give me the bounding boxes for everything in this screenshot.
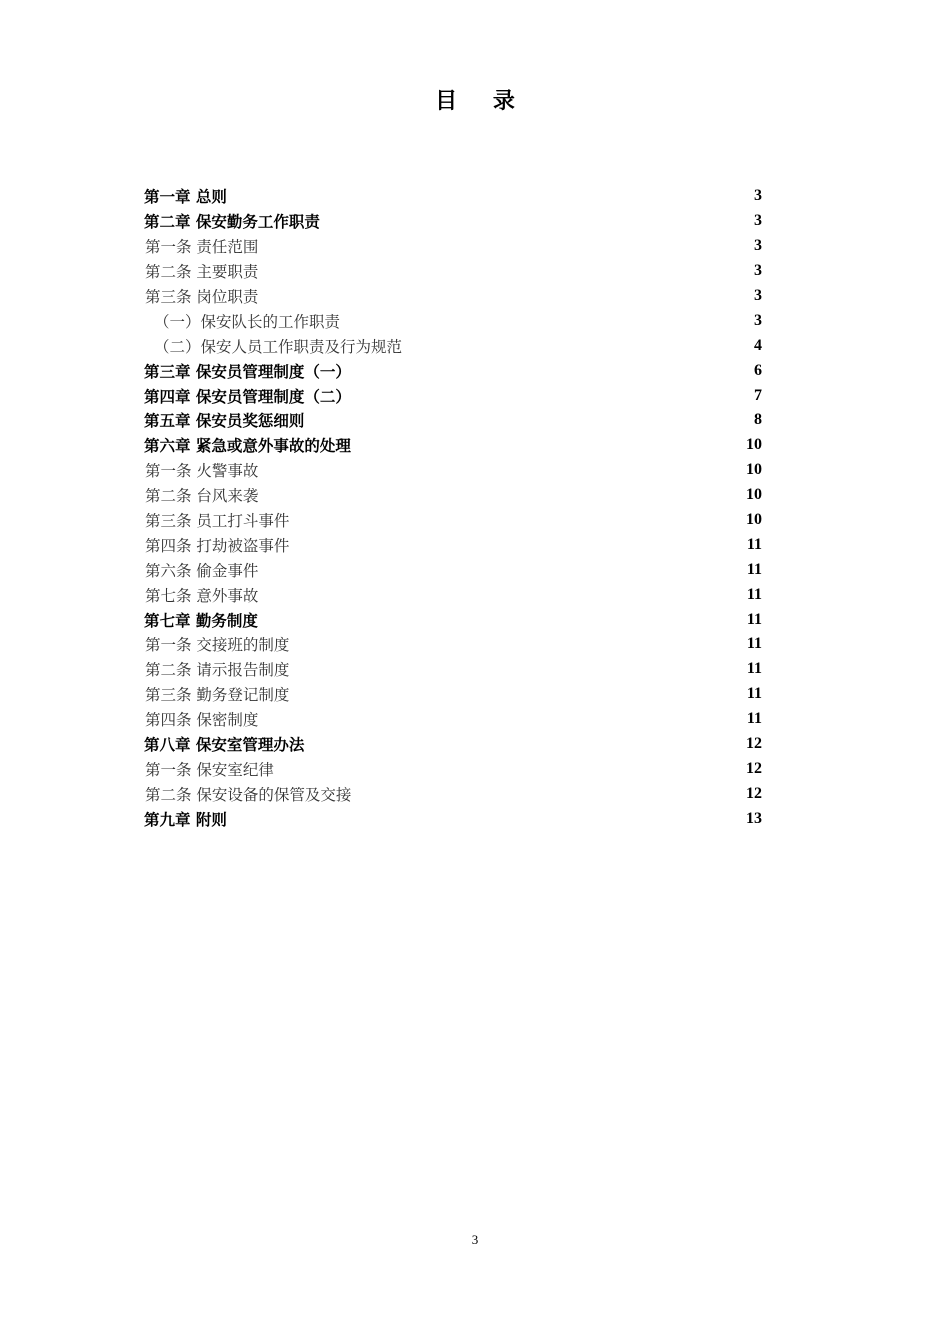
toc-entry-label: 第二条 保安设备的保管及交接: [145, 785, 352, 804]
toc-entry-sub[interactable]: [144, 308, 762, 333]
toc-entry-page-number: 10: [746, 486, 762, 504]
toc-entry-article[interactable]: [144, 259, 762, 284]
toc-entry-label: 第三条 岗位职责: [145, 288, 259, 306]
toc-entry-article[interactable]: [144, 483, 762, 508]
toc-entry-label: 第二条 主要职责: [145, 263, 259, 282]
footer-page-number: 3: [471, 1232, 479, 1247]
toc-entry-article[interactable]: [144, 234, 762, 259]
toc-entry-article[interactable]: [144, 707, 762, 732]
toc-entry-article[interactable]: [144, 682, 762, 707]
toc-entry-page-number: 3: [754, 287, 762, 304]
toc-entry-article[interactable]: [144, 756, 762, 781]
toc-entry-chapter[interactable]: [144, 433, 762, 458]
toc-entry-page-number: 11: [746, 585, 762, 603]
toc-entry-label: 第一条 交接班的制度: [145, 636, 290, 655]
toc-entry-page-number: 10: [746, 436, 762, 454]
toc-entry-label: 第三条 勤务登记制度: [145, 686, 290, 705]
toc-entry-label: （二）保安人员工作职责及行为规范: [154, 337, 403, 356]
toc-entry-label: （一）保安队长的工作职责: [154, 312, 341, 331]
toc-entry-page-number: 11: [746, 710, 762, 728]
toc-entry-page-number: 12: [746, 759, 762, 777]
toc-entry-label: 第六条 偷金事件: [145, 561, 259, 580]
toc-entry-chapter[interactable]: [144, 806, 762, 831]
toc-entry-page-number: 8: [754, 411, 762, 429]
toc-entry-page-number: 12: [746, 735, 762, 753]
toc-entry-chapter[interactable]: [144, 184, 762, 209]
toc-entry-article[interactable]: [144, 557, 762, 582]
toc-entry-page-number: 11: [746, 560, 762, 578]
toc-entry-page-number: 11: [746, 635, 762, 653]
toc-entry-article[interactable]: [144, 532, 762, 557]
toc-entry-label: 第二章 保安勤务工作职责: [144, 212, 320, 232]
toc-entry-page-number: 11: [746, 610, 762, 628]
toc-entry-label: 第七章 勤务制度: [144, 610, 258, 630]
toc-entry-label: 第六章 紧急或意外事故的处理: [144, 436, 351, 456]
toc-entry-label: 第三章 保安员管理制度（一）: [144, 361, 351, 381]
toc-entry-article[interactable]: [144, 582, 762, 607]
toc-entry-page-number: 3: [754, 187, 762, 205]
toc-entry-chapter[interactable]: [144, 607, 762, 632]
toc-entry-chapter[interactable]: [144, 732, 762, 757]
toc-entry-label: 第一章 总则: [144, 187, 227, 207]
toc-entry-page-number: 3: [754, 212, 762, 230]
toc-entry-chapter[interactable]: [144, 358, 762, 383]
toc-entry-page-number: 12: [746, 784, 762, 802]
toc-entry-page-number: 6: [754, 361, 762, 379]
toc-entry-label: 第三条 员工打斗事件: [145, 512, 290, 531]
toc-entry-page-number: 13: [746, 809, 762, 827]
page-title: 目 录: [435, 88, 529, 114]
toc-entry-label: 第一条 火警事故: [145, 462, 259, 481]
toc-entry-page-number: 3: [754, 237, 762, 255]
toc-entry-chapter[interactable]: [144, 408, 762, 433]
toc-entry-page-number: 4: [754, 336, 762, 354]
toc-entry-label: 第八章 保安室管理办法: [144, 735, 305, 755]
toc-entry-page-number: 11: [746, 685, 762, 703]
toc-entry-page-number: 11: [746, 660, 762, 678]
toc-entry-page-number: 10: [746, 461, 762, 479]
toc-entry-page-number: 7: [754, 386, 762, 404]
toc-entry-label: 第五章 保安员奖惩细则: [144, 411, 305, 431]
toc-entry-label: 第七条 意外事故: [145, 586, 259, 605]
toc-entry-label: 第一条 责任范围: [145, 238, 259, 257]
toc-entry-page-number: 11: [746, 535, 762, 553]
toc-entry-label: 第四条 保密制度: [145, 711, 259, 730]
toc-entry-page-number: 10: [746, 511, 762, 529]
toc-entry-sub[interactable]: [144, 333, 762, 358]
toc-entry-article[interactable]: [144, 508, 762, 533]
toc-entry-article[interactable]: [144, 632, 762, 657]
toc-entry-label: 第二条 请示报告制度: [145, 661, 290, 680]
toc-entry-article[interactable]: [144, 284, 762, 309]
toc-entry-label: 第四条 打劫被盗事件: [145, 536, 290, 555]
toc-entry-article[interactable]: [144, 458, 762, 483]
toc-entry-label: 第四章 保安员管理制度（二）: [144, 386, 351, 406]
toc-entry-chapter[interactable]: [144, 209, 762, 234]
toc-entry-label: 第一条 保安室纪律: [145, 760, 274, 779]
toc-entry-label: 第九章 附则: [144, 809, 227, 829]
table-of-contents: [144, 184, 762, 831]
toc-entry-page-number: 3: [754, 311, 762, 329]
toc-entry-label: 第二条 台风来袭: [145, 487, 259, 506]
toc-entry-chapter[interactable]: [144, 383, 762, 408]
toc-entry-page-number: 3: [754, 262, 762, 280]
toc-entry-article[interactable]: [144, 657, 762, 682]
toc-entry-article[interactable]: [144, 781, 762, 806]
